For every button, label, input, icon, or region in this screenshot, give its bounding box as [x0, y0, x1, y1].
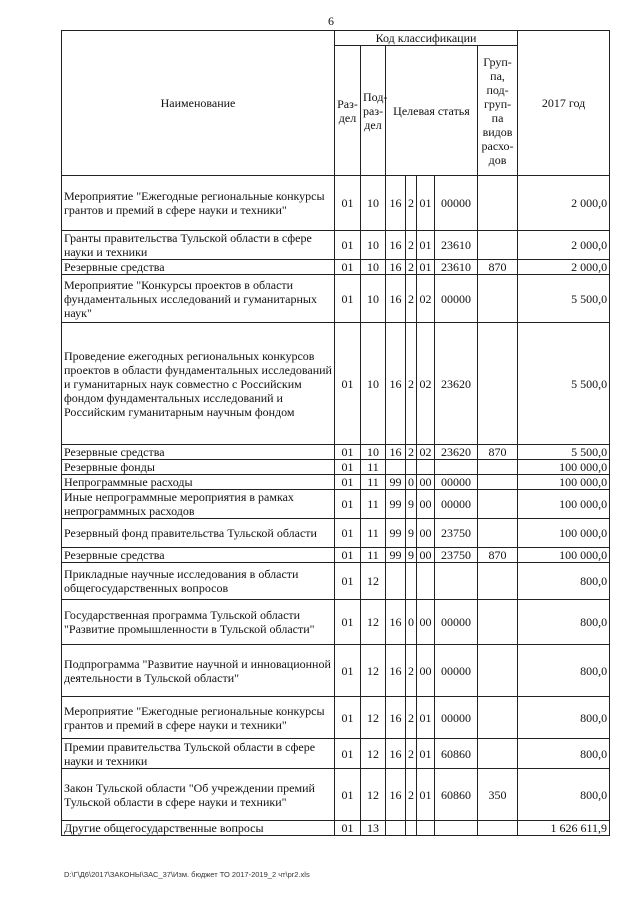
- cell-c4: [435, 460, 478, 475]
- cell-rz: 01: [335, 260, 361, 275]
- cell-rz: 01: [335, 563, 361, 600]
- cell-c3: 01: [417, 231, 435, 260]
- cell-c2: 2: [406, 176, 417, 231]
- table-row: [62, 697, 610, 739]
- cell-c4: 23610: [435, 260, 478, 275]
- table-body: [62, 176, 610, 836]
- cell-c4: 23620: [435, 323, 478, 445]
- cell-amount: 800,0: [518, 739, 610, 769]
- cell-pr: 12: [361, 563, 386, 600]
- cell-rz: 01: [335, 769, 361, 821]
- table-row: [62, 231, 610, 260]
- cell-c1: 16: [386, 739, 406, 769]
- cell-c4: 00000: [435, 490, 478, 519]
- cell-c2: 2: [406, 323, 417, 445]
- cell-c1: [386, 460, 406, 475]
- table-row: [62, 460, 610, 475]
- cell-vr: [478, 645, 518, 697]
- cell-vr: [478, 697, 518, 739]
- cell-amount: 2 000,0: [518, 260, 610, 275]
- cell-c3: 02: [417, 445, 435, 460]
- cell-pr: 13: [361, 821, 386, 836]
- cell-c4: 00000: [435, 645, 478, 697]
- cell-c2: 2: [406, 275, 417, 323]
- cell-vr: [478, 821, 518, 836]
- cell-c3: 00: [417, 475, 435, 490]
- header-code-classification: Код классификации: [335, 31, 518, 46]
- cell-name: Закон Тульской области "Об учреждении премий Тульской области в сфере науки и техники": [62, 769, 335, 821]
- cell-name: Резервные средства: [62, 445, 335, 460]
- cell-amount: 5 500,0: [518, 323, 610, 445]
- cell-c2: 2: [406, 697, 417, 739]
- cell-rz: 01: [335, 275, 361, 323]
- cell-vr: [478, 475, 518, 490]
- cell-rz: 01: [335, 231, 361, 260]
- cell-c1: 16: [386, 645, 406, 697]
- cell-amount: 5 500,0: [518, 445, 610, 460]
- cell-vr: [478, 323, 518, 445]
- cell-c1: 16: [386, 769, 406, 821]
- table-row: [62, 176, 610, 231]
- cell-c2: 2: [406, 445, 417, 460]
- cell-amount: 100 000,0: [518, 548, 610, 563]
- cell-c2: 9: [406, 490, 417, 519]
- cell-c1: [386, 821, 406, 836]
- table-row: [62, 275, 610, 323]
- cell-c1: 16: [386, 260, 406, 275]
- budget-table: [61, 30, 610, 836]
- cell-rz: 01: [335, 739, 361, 769]
- cell-vr: 870: [478, 445, 518, 460]
- table-row: [62, 739, 610, 769]
- cell-c2: [406, 821, 417, 836]
- cell-c2: [406, 563, 417, 600]
- header-razdel: Раз- дел: [335, 46, 361, 176]
- cell-c3: 01: [417, 769, 435, 821]
- cell-rz: 01: [335, 176, 361, 231]
- cell-c4: 00000: [435, 475, 478, 490]
- cell-amount: 800,0: [518, 600, 610, 645]
- cell-pr: 11: [361, 460, 386, 475]
- cell-name: Мероприятие "Конкурсы проектов в области фундаментальных исследований и гуманитарных наук": [62, 275, 335, 323]
- cell-name: Иные непрограммные мероприятия в рамках непрограммных расходов: [62, 490, 335, 519]
- table-row: [62, 323, 610, 445]
- cell-rz: 01: [335, 697, 361, 739]
- cell-c4: 00000: [435, 600, 478, 645]
- cell-vr: [478, 460, 518, 475]
- cell-rz: 01: [335, 460, 361, 475]
- cell-amount: 1 626 611,9: [518, 821, 610, 836]
- cell-pr: 11: [361, 490, 386, 519]
- header-target-article: Целевая статья: [386, 46, 478, 176]
- cell-c1: 99: [386, 548, 406, 563]
- cell-pr: 11: [361, 548, 386, 563]
- cell-rz: 01: [335, 519, 361, 548]
- cell-rz: 01: [335, 490, 361, 519]
- cell-name: Гранты правительства Тульской области в сфере науки и техники: [62, 231, 335, 260]
- cell-pr: 10: [361, 176, 386, 231]
- cell-c1: 16: [386, 176, 406, 231]
- cell-amount: 100 000,0: [518, 460, 610, 475]
- cell-c3: 02: [417, 323, 435, 445]
- cell-rz: 01: [335, 600, 361, 645]
- cell-c1: 99: [386, 490, 406, 519]
- cell-pr: 10: [361, 445, 386, 460]
- table-row: [62, 445, 610, 460]
- cell-pr: 10: [361, 231, 386, 260]
- cell-c3: 01: [417, 176, 435, 231]
- cell-name: Непрограммные расходы: [62, 475, 335, 490]
- cell-c3: [417, 821, 435, 836]
- cell-c2: 0: [406, 475, 417, 490]
- table-row: [62, 600, 610, 645]
- table-row: [62, 645, 610, 697]
- page-number: 6: [328, 14, 334, 28]
- cell-pr: 12: [361, 769, 386, 821]
- cell-c4: 23750: [435, 519, 478, 548]
- cell-c2: 2: [406, 645, 417, 697]
- header-podrazdel: Под- раз- дел: [361, 46, 386, 176]
- cell-c1: 16: [386, 445, 406, 460]
- cell-c2: 2: [406, 769, 417, 821]
- cell-c2: 0: [406, 600, 417, 645]
- cell-pr: 12: [361, 697, 386, 739]
- cell-c3: 02: [417, 275, 435, 323]
- cell-pr: 10: [361, 260, 386, 275]
- cell-vr: [478, 563, 518, 600]
- cell-c4: 00000: [435, 176, 478, 231]
- cell-vr: [478, 231, 518, 260]
- cell-c1: 16: [386, 600, 406, 645]
- header-name: Наименование: [62, 31, 335, 176]
- cell-c4: 23750: [435, 548, 478, 563]
- cell-name: Резервные средства: [62, 548, 335, 563]
- cell-c1: 16: [386, 231, 406, 260]
- cell-c2: 2: [406, 739, 417, 769]
- cell-c1: 99: [386, 475, 406, 490]
- cell-rz: 01: [335, 548, 361, 563]
- cell-c4: 00000: [435, 697, 478, 739]
- cell-c4: [435, 563, 478, 600]
- cell-vr: [478, 490, 518, 519]
- cell-name: Подпрограмма "Развитие научной и инновационной деятельности в Тульской области": [62, 645, 335, 697]
- cell-amount: 2 000,0: [518, 231, 610, 260]
- table-row: [62, 519, 610, 548]
- cell-c1: 16: [386, 323, 406, 445]
- cell-c2: 2: [406, 260, 417, 275]
- cell-amount: 2 000,0: [518, 176, 610, 231]
- cell-c3: 00: [417, 645, 435, 697]
- cell-c4: 23610: [435, 231, 478, 260]
- cell-c1: 99: [386, 519, 406, 548]
- cell-c3: 01: [417, 739, 435, 769]
- cell-amount: 100 000,0: [518, 490, 610, 519]
- cell-vr: [478, 275, 518, 323]
- table-row: [62, 821, 610, 836]
- cell-pr: 10: [361, 275, 386, 323]
- table-row: [62, 260, 610, 275]
- cell-c3: 01: [417, 260, 435, 275]
- cell-c4: [435, 821, 478, 836]
- cell-c4: 60860: [435, 739, 478, 769]
- cell-name: Премии правительства Тульской области в сфере науки и техники: [62, 739, 335, 769]
- cell-c1: 16: [386, 697, 406, 739]
- cell-name: Мероприятие "Ежегодные региональные конкурсы грантов и премий в сфере науки и техники": [62, 176, 335, 231]
- cell-amount: 800,0: [518, 563, 610, 600]
- cell-c2: 2: [406, 231, 417, 260]
- cell-amount: 800,0: [518, 645, 610, 697]
- cell-name: Другие общегосударственные вопросы: [62, 821, 335, 836]
- cell-vr: [478, 600, 518, 645]
- cell-vr: 350: [478, 769, 518, 821]
- cell-name: Резервные средства: [62, 260, 335, 275]
- cell-name: Резервные фонды: [62, 460, 335, 475]
- table-row: [62, 769, 610, 821]
- table-row: [62, 548, 610, 563]
- cell-c2: [406, 460, 417, 475]
- cell-name: Мероприятие "Ежегодные региональные конкурсы грантов и премий в сфере науки и техники": [62, 697, 335, 739]
- cell-c3: [417, 460, 435, 475]
- cell-name: Государственная программа Тульской области "Развитие промышленности в Тульской области": [62, 600, 335, 645]
- file-path-footer: D:\Г\Д6\2017\ЗАКОНЫ\ЗАС_37\Изм. бюджет ТО 2017-2019_2 чт\pr2.xls: [64, 870, 310, 879]
- cell-c1: [386, 563, 406, 600]
- cell-amount: 100 000,0: [518, 519, 610, 548]
- cell-c4: 23620: [435, 445, 478, 460]
- table-row: [62, 563, 610, 600]
- cell-pr: 12: [361, 739, 386, 769]
- cell-c3: 00: [417, 600, 435, 645]
- cell-rz: 01: [335, 475, 361, 490]
- cell-rz: 01: [335, 445, 361, 460]
- cell-amount: 800,0: [518, 697, 610, 739]
- cell-c2: 9: [406, 519, 417, 548]
- cell-name: Проведение ежегодных региональных конкурсов проектов в области фундаментальных исследований и гуманитарных наук совместно с Российским фондом фундаментальных исследований и Российским гуманитарным научным фондом: [62, 323, 335, 445]
- cell-amount: 800,0: [518, 769, 610, 821]
- cell-amount: 5 500,0: [518, 275, 610, 323]
- cell-amount: 100 000,0: [518, 475, 610, 490]
- cell-rz: 01: [335, 645, 361, 697]
- cell-vr: 870: [478, 260, 518, 275]
- cell-c3: 00: [417, 490, 435, 519]
- cell-pr: 10: [361, 323, 386, 445]
- header-expense-type: Груп- па, под- груп- па видов расхо- дов: [478, 46, 518, 176]
- cell-c3: 00: [417, 548, 435, 563]
- cell-vr: [478, 739, 518, 769]
- cell-pr: 12: [361, 600, 386, 645]
- cell-vr: [478, 176, 518, 231]
- cell-c2: 9: [406, 548, 417, 563]
- cell-name: Резервный фонд правительства Тульской области: [62, 519, 335, 548]
- cell-pr: 11: [361, 519, 386, 548]
- cell-pr: 11: [361, 475, 386, 490]
- cell-c3: 00: [417, 519, 435, 548]
- cell-rz: 01: [335, 323, 361, 445]
- table-row: [62, 490, 610, 519]
- cell-vr: 870: [478, 548, 518, 563]
- cell-c3: [417, 563, 435, 600]
- cell-c1: 16: [386, 275, 406, 323]
- header-year: 2017 год: [518, 31, 610, 176]
- cell-rz: 01: [335, 821, 361, 836]
- cell-c3: 01: [417, 697, 435, 739]
- cell-vr: [478, 519, 518, 548]
- cell-name: Прикладные научные исследования в области общегосударственных вопросов: [62, 563, 335, 600]
- cell-c4: 00000: [435, 275, 478, 323]
- cell-c4: 60860: [435, 769, 478, 821]
- cell-pr: 12: [361, 645, 386, 697]
- table-row: [62, 475, 610, 490]
